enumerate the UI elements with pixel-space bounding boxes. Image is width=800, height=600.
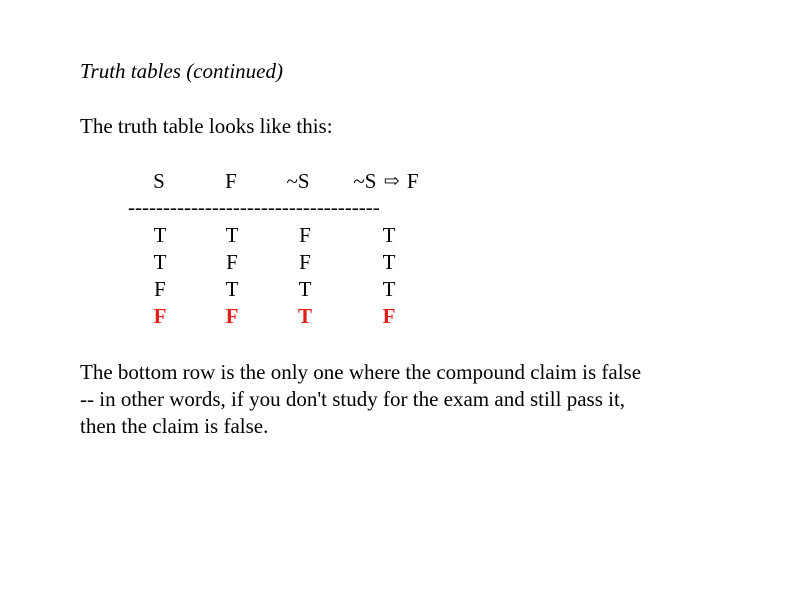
page-title: Truth tables (continued) [80, 59, 283, 83]
column-header-f: F [225, 169, 237, 193]
highlighted-table-cell: T [297, 304, 313, 328]
highlighted-table-cell: F [225, 304, 239, 328]
conditional-antecedent: ~S [353, 169, 377, 193]
explanation-line-2: -- in other words, if you don't study for the exam and still pass it, [80, 387, 626, 411]
table-cell: T [382, 250, 396, 274]
table-cell: F [299, 250, 311, 274]
table-cell: T [298, 277, 312, 301]
conditional-arrow-icon: ⇨ [383, 171, 400, 192]
table-cell: T [382, 277, 396, 301]
explanation-line-1: The bottom row is the only one where the compound claim is false [80, 360, 642, 384]
highlighted-table-cell: F [153, 304, 167, 328]
highlighted-table-cell: F [382, 304, 396, 328]
column-header-conditional [353, 168, 418, 195]
conditional-consequent: F [406, 169, 419, 193]
intro-text: The truth table looks like this: [80, 114, 333, 138]
table-cell: T [225, 223, 239, 247]
table-cell: T [153, 223, 167, 247]
column-header-s: S [153, 169, 165, 193]
table-cell: F [299, 223, 311, 247]
table-cell: T [225, 277, 239, 301]
table-cell: F [154, 277, 166, 301]
explanation-line-3: then the claim is false. [80, 414, 269, 438]
column-header-not-s: ~S [286, 169, 310, 193]
table-cell: F [226, 250, 238, 274]
table-divider: ------------------------------------ [128, 195, 380, 219]
table-cell: T [153, 250, 167, 274]
table-cell: T [382, 223, 396, 247]
